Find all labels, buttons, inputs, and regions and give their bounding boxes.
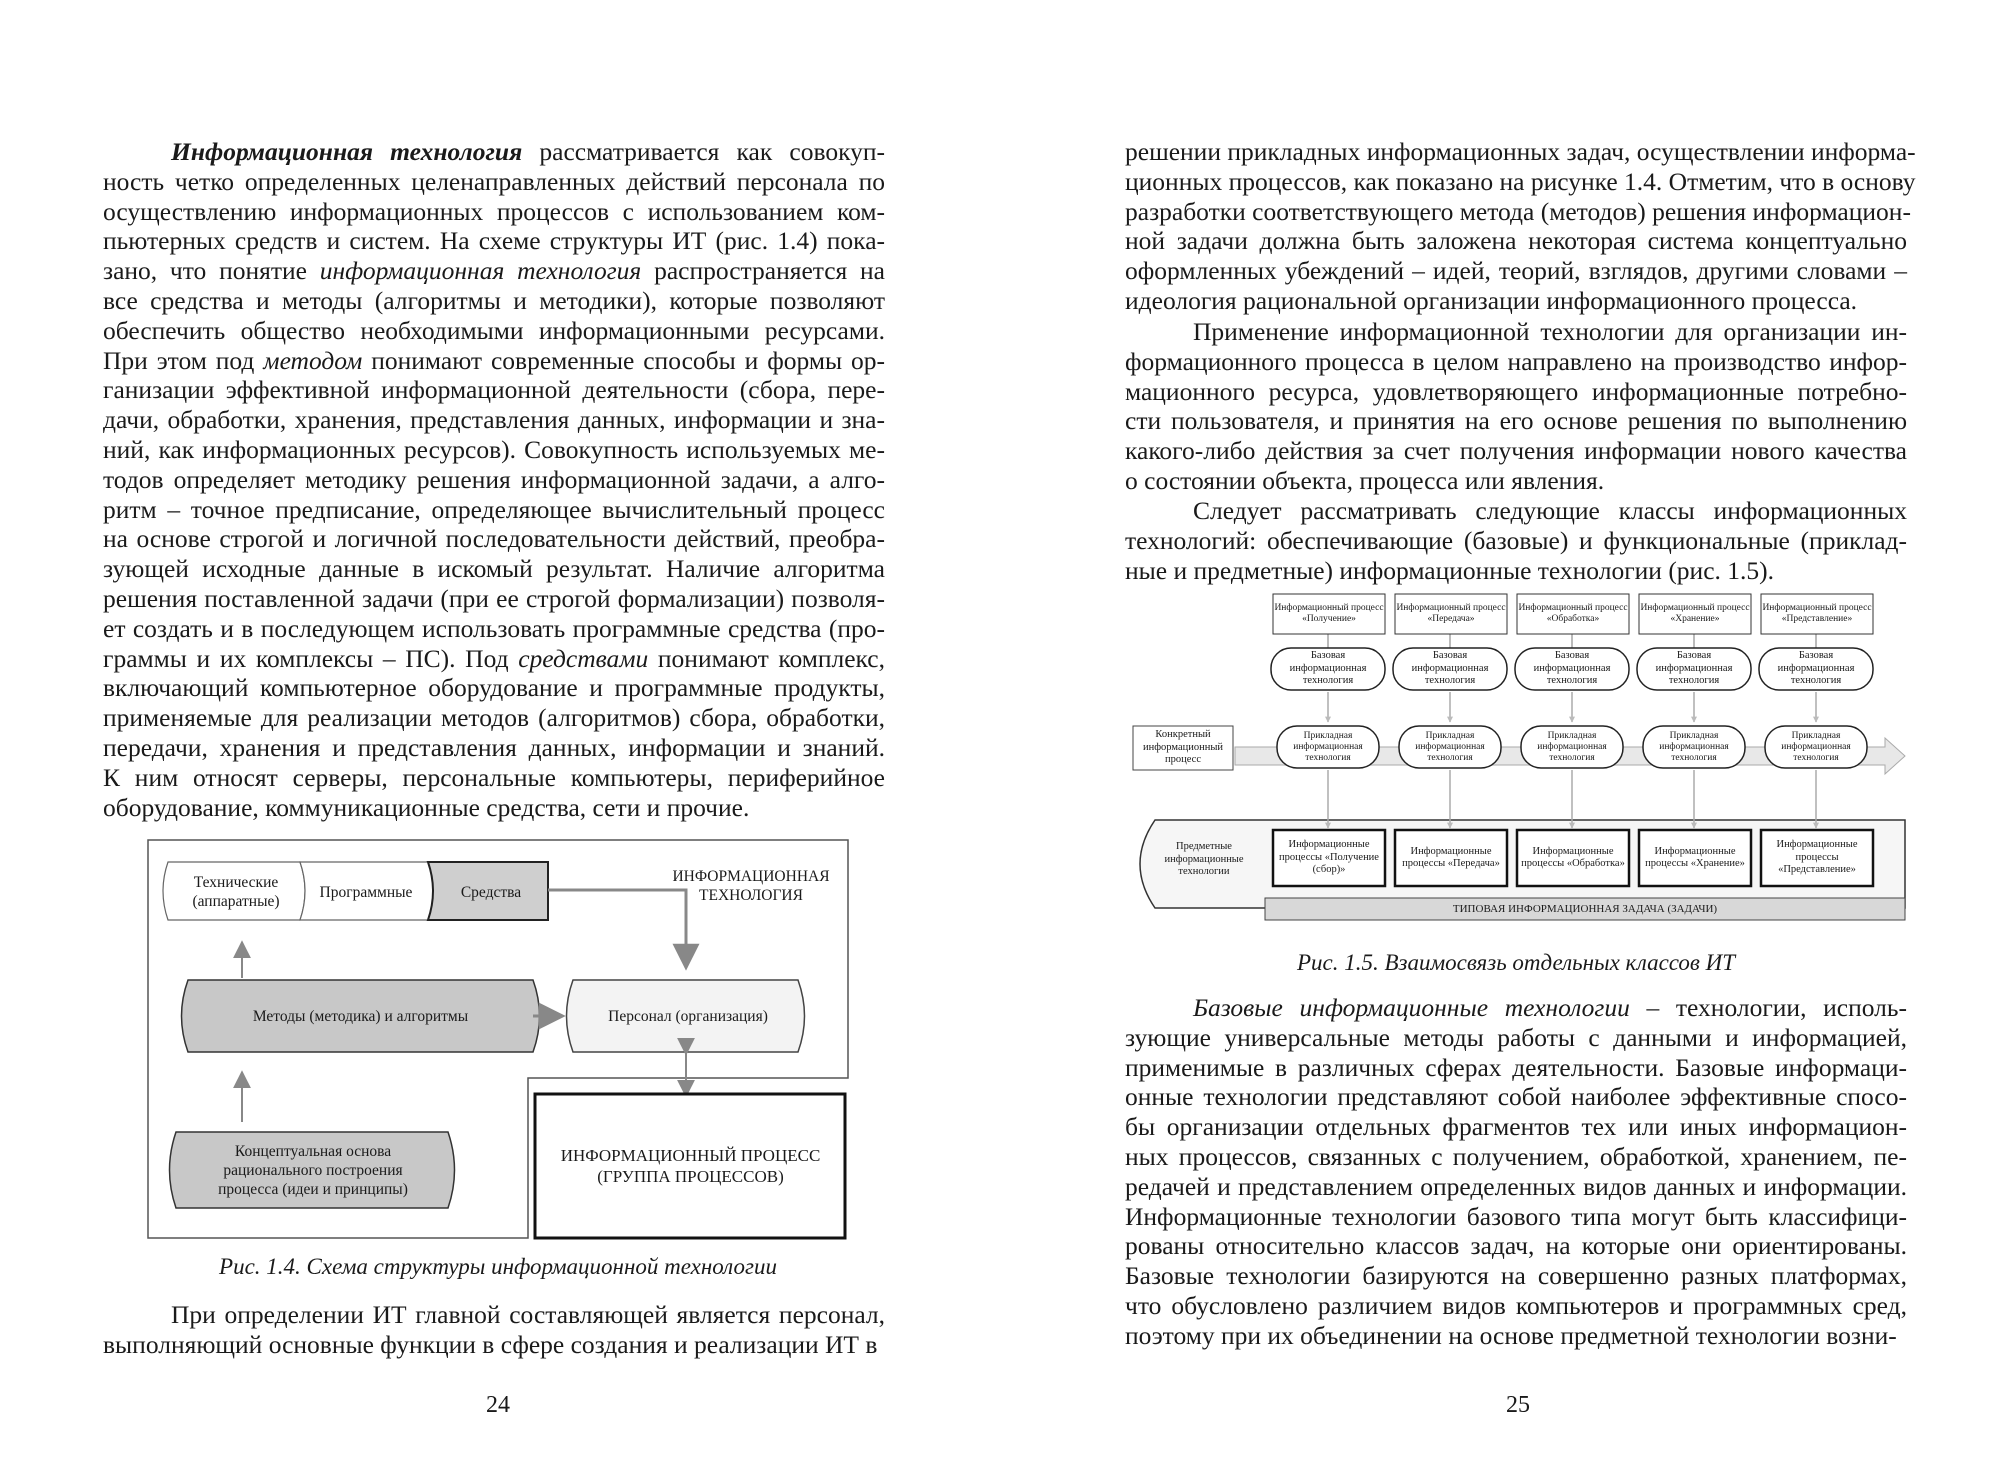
text-line: оформленных убеждений – идей, теорий, взглядов, другими словами – [1125,256,1907,286]
text-line: формационного процесса в целом направлено на производство инфор- [1125,346,1907,376]
text-line: Применение информационной технологии для организации ин- [1193,317,1907,346]
typical-task: ТИПОВАЯ ИНФОРМАЦИОННАЯ ЗАДАЧА (ЗАДАЧИ) [1452,902,1718,915]
applied-tech-2: Прикладная информационная технология [1415,730,1485,763]
base-tech-1: Базовая информационная технология [1289,650,1367,687]
text-line: Базовые технологии базируются на совершенно разных платформах, [1125,1261,1907,1291]
left-paragraph-2 [103,1300,885,1360]
text-line: передачи, хранения и представления данных, информации и знаний. [103,732,885,762]
bottom-process-5: Информационные процессы «Представление» [1776,839,1858,876]
bottom-process-3: Информационные процессы «Обработка» [1521,845,1625,869]
text-line: ганизации эффективной информационной деятельности (сбора, пере- [103,375,885,405]
page-number-left: 24 [486,1392,510,1418]
base-tech-2: Базовая информационная технология [1411,650,1489,687]
text-line: зующей исходные данные в искомый результат. Наличие алгоритма [103,554,885,584]
text-line: на основе строгой и логичной последовательности действий, преобра- [103,524,885,554]
concrete-process: Конкретный информационный процесс [1142,729,1224,766]
text-line: Информационная технология рассматривается как совокуп- [171,137,885,166]
box-personnel: Персонал (организация) [608,1007,768,1025]
text-line: граммы и их комплексы – ПС). Под средствами понимают комплекс, [103,643,885,673]
top-process-4: Информационный процесс «Хранение» [1640,603,1750,624]
text-line: о состоянии объекта, процесса или явления. [1125,465,1605,495]
top-process-1: Информационный процесс «Получение» [1274,603,1384,624]
text-line: идеология рациональной организации информационного процесса. [1125,285,1858,315]
text-line: ной задачи должна быть заложена некоторая система концептуально [1125,226,1907,256]
text-line: Следует рассматривать следующие классы информационных [1193,496,1907,525]
text-line: онные технологии представляют собой наиболее эффективные спосо- [1125,1082,1907,1112]
box-technical: Технические (аппаратные) [192,874,280,910]
text-line: какого-либо действия за счет получения информации нового качества [1125,436,1907,466]
text-line: все средства и методы (алгоритмы и методики), которые позволяют [103,285,885,315]
text-line: При этом под методом понимают современные способы и формы ор- [103,345,885,375]
text-line: рованы относительно классов задач, на которые они ориентированы. [1125,1231,1907,1261]
paragraph [103,1300,885,1360]
box-concept: Концептуальная основа рационального построения процесса (идеи и принципы) [218,1142,408,1198]
base-tech-3: Базовая информационная технология [1533,650,1611,687]
text-line: осуществлению информационных процессов с использованием ком- [103,196,885,226]
bottom-process-2: Информационные процессы «Передача» [1402,845,1500,869]
text-line: ритм – точное предписание, определяющее вычислительный процесс [103,494,885,524]
text-line: поэтому при их объединении на основе предметной технологии возни- [1125,1320,1897,1350]
text-line: включающий компьютерное оборудование и программные продукты, [103,673,885,703]
top-process-5: Информационный процесс «Представление» [1762,603,1872,624]
text-line: К ним относят серверы, персональные компьютеры, периферийное [103,762,885,792]
text-line: ционных процессов, как показано на рисунке 1.4. Отметим, что в основу [1125,166,1916,196]
box-means: Средства [460,883,522,901]
bottom-process-1: Информационные процессы «Получение (сбор)» [1279,839,1379,876]
text-line: применяемые для реализации методов (алгоритмов) сбора, обработки, [103,703,885,733]
left-paragraph-1 [103,137,885,822]
figure-1-5 [1125,592,1915,932]
paragraph [1125,137,1916,316]
text-line: пьютерных средств и систем. На схеме структуры ИТ (рис. 1.4) пока- [103,226,885,256]
figure-1-4-caption: Рис. 1.4. Схема структуры информационной технологии [219,1254,777,1279]
text-line: тодов определяет методику решения информационной задачи, а алго- [103,464,885,494]
top-process-2: Информационный процесс «Передача» [1396,603,1506,624]
right-paragraph-4 [1125,993,1907,1351]
text-line: Базовые информационные технологии – технологии, исполь- [1193,993,1907,1022]
right-paragraph-3 [1125,496,1907,585]
text-line: При определении ИТ главной составляющей является персонал, [171,1300,885,1329]
box-software: Программные [319,883,413,901]
text-line: решении прикладных информационных задач, осуществлении информа- [1125,137,1916,166]
right-paragraph-1 [1125,137,1916,316]
label-information-technology: ИНФОРМАЦИОННАЯ ТЕХНОЛОГИЯ [672,868,830,904]
base-tech-5: Базовая информационная технология [1777,650,1855,687]
text-line: ний, как информационных ресурсов). Совокупность используемых ме- [103,434,885,464]
paragraph [1125,496,1907,585]
page-number-right: 25 [1506,1392,1530,1418]
text-line: обеспечить общество необходимыми информационными ресурсами. [103,315,885,345]
paragraph [1125,993,1907,1351]
text-line: редачей и представлением определенных видов данных и информации. [1125,1171,1907,1201]
text-line: сти пользователя, и принятия на его основе решения по выполнению [1125,406,1907,436]
text-line: Информационные технологии базового типа могут быть классифици- [1125,1201,1907,1231]
text-line: дачи, обработки, хранения, представления данных, информации и зна- [103,405,885,435]
paragraph [1125,317,1907,496]
text-line: технологий: обеспечивающие (базовые) и функциональные (приклад- [1125,525,1907,555]
applied-tech-5: Прикладная информационная технология [1781,730,1851,763]
base-tech-4: Базовая информационная технология [1655,650,1733,687]
text-line: выполняющий основные функции в сфере создания и реализации ИТ в [103,1329,878,1359]
text-line: мационного ресурса, удовлетворяющего информационные потребно- [1125,376,1907,406]
paragraph [103,137,885,822]
text-line: бы организации отдельных фрагментов тех или иных информацион- [1125,1112,1907,1142]
text-line: ных процессов, связанных с получением, обработкой, хранением, пе- [1125,1141,1907,1171]
applied-tech-3: Прикладная информационная технология [1537,730,1607,763]
box-information-process: ИНФОРМАЦИОННЫЙ ПРОЦЕСС (ГРУППА ПРОЦЕССОВ) [560,1146,821,1186]
text-line: ные и предметные) информационные технологии (рис. 1.5). [1125,555,1775,585]
box-methods: Методы (методика) и алгоритмы [252,1007,469,1025]
text-line: ность четко определенных целенаправленных действий персонала по [103,166,885,196]
text-line: зующие универсальные методы работы с данными и информацией, [1125,1022,1907,1052]
text-line: оборудование, коммуникационные средства, сети и прочие. [103,792,750,822]
text-line: применимые в различных сферах деятельности. Базовые информаци- [1125,1052,1907,1082]
right-page [1000,0,2000,1472]
text-line: ет создать и в последующем использовать программные средства (про- [103,613,885,643]
text-line: решения поставленной задачи (при ее строгой формализации) позволя- [103,583,885,613]
text-line: что обусловлено различием видов компьютеров и программных сред, [1125,1290,1907,1320]
bottom-process-4: Информационные процессы «Хранение» [1645,845,1745,869]
top-process-3: Информационный процесс «Обработка» [1518,603,1628,624]
applied-tech-1: Прикладная информационная технология [1293,730,1363,763]
text-line: зано, что понятие информационная технология распространяется на [103,256,885,286]
right-paragraph-2 [1125,317,1907,496]
figure-1-4 [148,840,848,1240]
figure-1-5-caption: Рис. 1.5. Взаимосвязь отдельных классов ИТ [1296,950,1736,975]
text-line: разработки соответствующего метода (методов) решения информацион- [1125,196,1911,226]
subject-technologies: Предметные информационные технологии [1164,841,1244,878]
applied-tech-4: Прикладная информационная технология [1659,730,1729,763]
